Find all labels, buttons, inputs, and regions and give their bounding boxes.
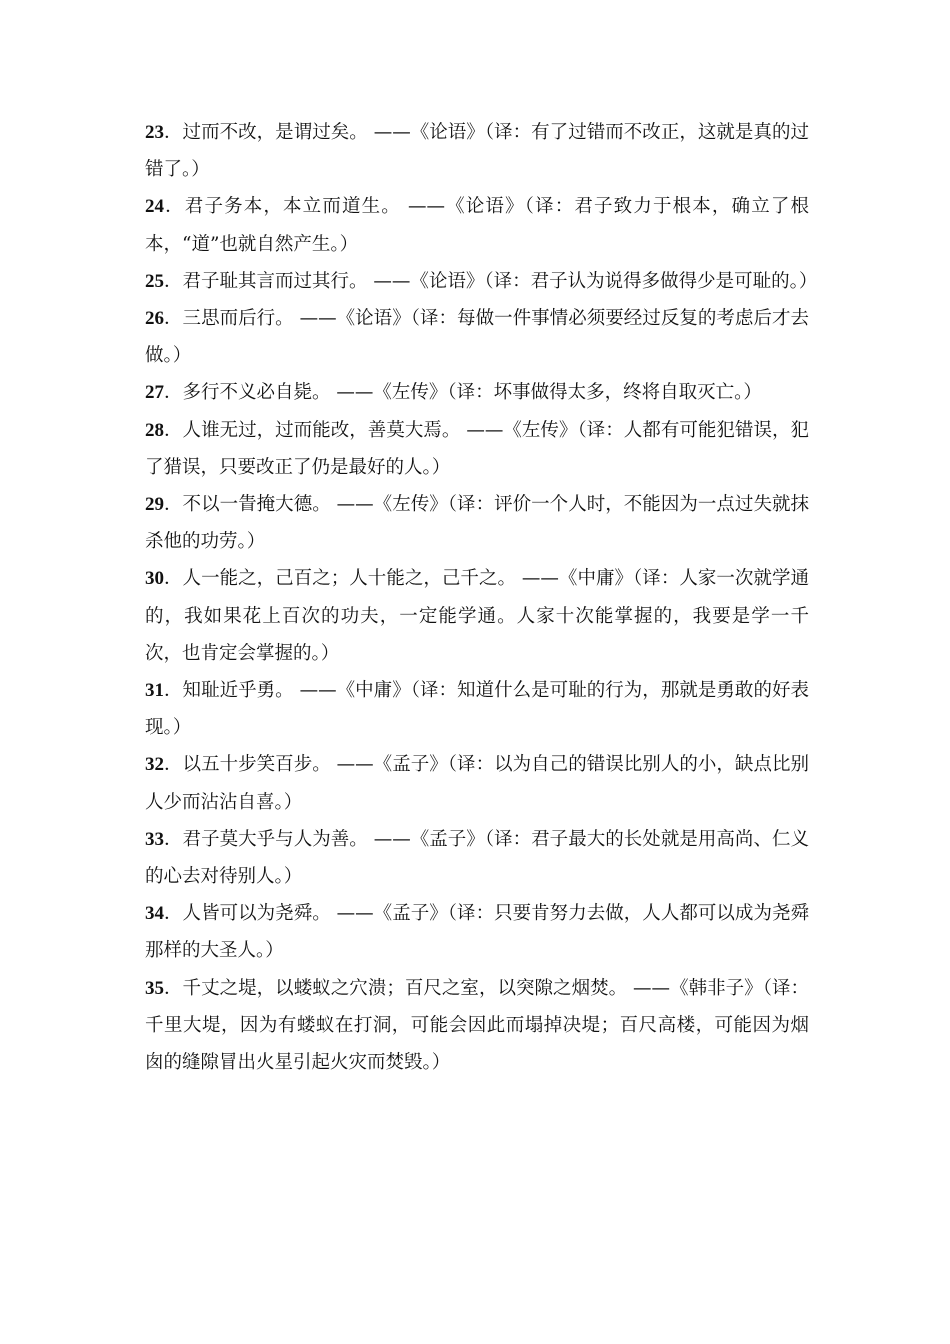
entry-text: ．君子务本，本立而道生。 ——《论语》（译：君子致力于根本，确立了根本，“道”也就自然产生。） [145, 196, 809, 255]
entry-text: ．多行不义必自毙。 ——《左传》（译：坏事做得太多，终将自取灭亡。） [164, 382, 762, 404]
entry-text: ．知耻近乎勇。 ——《中庸》（译：知道什么是可耻的行为，那就是勇敢的好表现。） [145, 680, 809, 739]
entry-text: ．以五十步笑百步。 ——《孟子》（译：以为自己的错误比别人的小，缺点比别人少而沾沾自喜。） [145, 754, 809, 813]
quote-entry [145, 560, 809, 672]
entry-number: 24 [145, 196, 164, 218]
entry-number: 25 [145, 270, 164, 292]
entry-number: 32 [145, 754, 164, 776]
entry-number: 34 [145, 903, 164, 925]
quote-entry [145, 746, 809, 820]
entry-text: ．人一能之，己百之；人十能之，己千之。 ——《中庸》（译：人家一次就学通的，我如果花上百次的功夫，一定能学通。人家十次能掌握的，我要是学一千次，也肯定会掌握的。） [145, 568, 809, 664]
quote-entry [145, 486, 809, 560]
entry-number: 31 [145, 680, 164, 702]
entry-text: ．三思而后行。 ——《论语》（译：每做一件事情必须要经过反复的考虑后才去做。） [145, 308, 809, 367]
entry-text: ．人谁无过，过而能改，善莫大焉。 ——《左传》（译：人都有可能犯错误，犯了猎误，只要改正了仍是最好的人。） [145, 419, 809, 478]
quote-entry [145, 970, 809, 1082]
entry-number: 26 [145, 308, 164, 330]
entry-text: ．人皆可以为尧舜。 ——《孟子》（译：只要肯努力去做，人人都可以成为尧舜那样的大圣人。） [145, 903, 809, 962]
entry-number: 30 [145, 568, 164, 590]
entry-number: 28 [145, 419, 164, 441]
quote-entry [145, 300, 809, 374]
entry-text: ．君子耻其言而过其行。 ——《论语》（译：君子认为说得多做得少是可耻的。） [164, 270, 818, 292]
entry-number: 35 [145, 977, 164, 999]
entry-number: 27 [145, 382, 164, 404]
entry-number: 33 [145, 828, 164, 850]
entry-text: ．不以一眚掩大德。 ——《左传》（译：评价一个人时，不能因为一点过失就抹杀他的功劳。） [145, 494, 809, 553]
document-page [145, 114, 818, 1081]
quote-entry [145, 374, 809, 411]
quote-entry [145, 188, 809, 262]
entry-text: ．过而不改，是谓过矣。 ——《论语》（译：有了过错而不改正，这就是真的过错了。） [145, 122, 809, 181]
quote-entry [145, 263, 818, 300]
quote-entry [145, 114, 809, 188]
quote-entry [145, 412, 809, 486]
entry-text: ．千丈之堤，以蝼蚁之穴溃；百尺之室，以突隙之烟焚。 ——《韩非子》（译：千里大堤，因为有蝼蚁在打洞，可能会因此而塌掉决堤；百尺高楼，可能因为烟囱的缝隙冒出火星引起火灾而焚毁。） [145, 977, 809, 1074]
quote-entry [145, 672, 809, 746]
entry-text: ．君子莫大乎与人为善。 ——《孟子》（译：君子最大的长处就是用高尚、仁义的心去对待别人。） [145, 828, 809, 888]
entry-number: 23 [145, 122, 164, 143]
quote-entry [145, 821, 809, 895]
entry-number: 29 [145, 494, 164, 516]
quote-entry [145, 895, 809, 969]
